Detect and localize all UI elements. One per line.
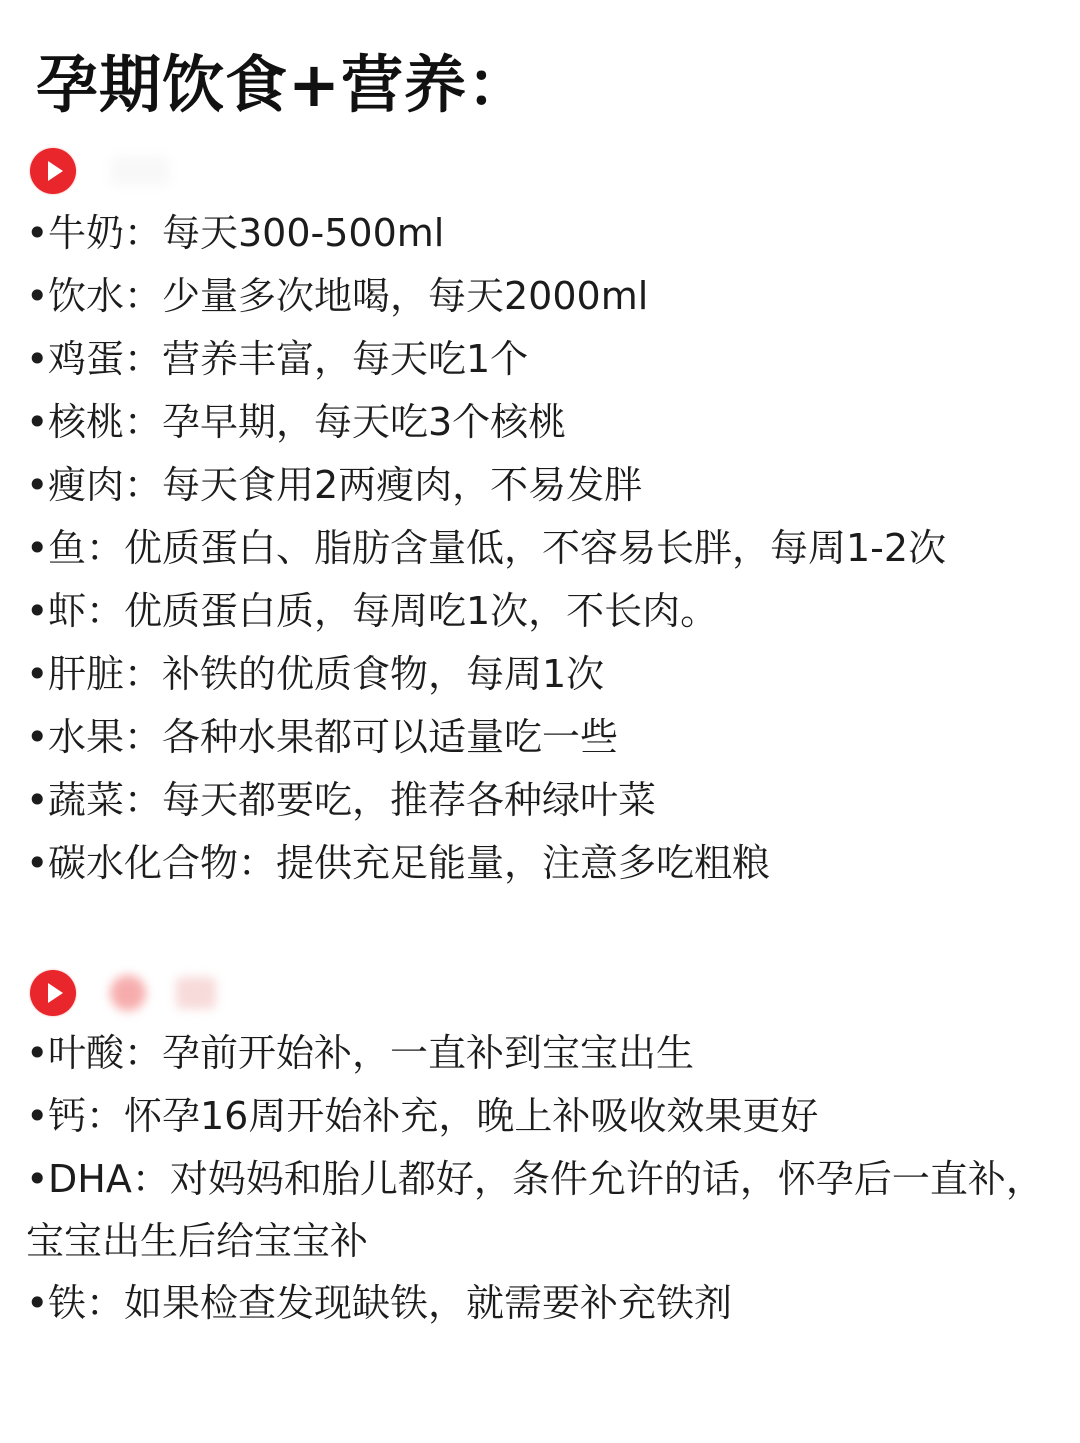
bullet: • [26, 589, 49, 633]
list-item-text: 钙：怀孕16周开始补充，晚上补吸收效果更好 [48, 1094, 819, 1138]
bullet: • [26, 778, 49, 822]
list-item-text: 核桃：孕早期，每天吃3个核桃 [48, 400, 567, 444]
list-item-text: 肝脏：补铁的优质食物，每周1次 [48, 652, 605, 696]
blurred-section-label [110, 151, 170, 191]
list-item-text: 瘦肉：每天食用2两瘦肉，不易发胖 [48, 463, 643, 507]
list-item [26, 328, 1056, 391]
list-item-text: 饮水：少量多次地喝，每天2000ml [48, 274, 649, 318]
list-item [26, 1085, 1056, 1148]
list-item-text: 虾：优质蛋白质，每周吃1次，不长肉。 [48, 589, 719, 633]
bullet: • [26, 652, 49, 696]
section-header-supplements [30, 968, 216, 1018]
list-item-text: 鸡蛋：营养丰富，每天吃1个 [48, 337, 529, 381]
bullet: • [26, 1031, 49, 1075]
list-item [26, 517, 1056, 580]
bullet: • [26, 337, 49, 381]
food-list [26, 202, 1056, 895]
list-item [26, 580, 1056, 643]
list-item [26, 454, 1056, 517]
blurred-section-label [110, 973, 216, 1013]
bullet: • [26, 1094, 49, 1138]
list-item-text: 叶酸：孕前开始补，一直补到宝宝出生 [48, 1031, 695, 1075]
bullet: • [26, 274, 49, 318]
bullet: • [26, 211, 49, 255]
list-item [26, 202, 1056, 265]
list-item-text: 蔬菜：每天都要吃，推荐各种绿叶菜 [48, 778, 657, 822]
list-item [26, 391, 1056, 454]
play-icon [30, 148, 76, 194]
list-item [26, 1148, 1056, 1272]
list-item-text: DHA：对妈妈和胎儿都好，条件允许的话，怀孕后一直补，宝宝出生后给宝宝补 [26, 1157, 1044, 1263]
bullet: • [26, 1281, 49, 1325]
bullet: • [26, 400, 49, 444]
list-item-text: 碳水化合物：提供充足能量，注意多吃粗粮 [48, 841, 771, 885]
section-header-food [30, 146, 170, 196]
play-icon [30, 970, 76, 1016]
list-item-text: 铁：如果检查发现缺铁，就需要补充铁剂 [48, 1281, 733, 1325]
bullet: • [26, 1157, 49, 1201]
list-item [26, 1022, 1056, 1085]
supplement-list [26, 1022, 1056, 1335]
list-item-text: 牛奶：每天300-500ml [48, 211, 445, 255]
bullet: • [26, 463, 49, 507]
list-item [26, 706, 1056, 769]
list-item [26, 1272, 1056, 1335]
list-item-text: 水果：各种水果都可以适量吃一些 [48, 715, 619, 759]
bullet: • [26, 841, 49, 885]
page-title: 孕期饮食+营养： [36, 48, 530, 121]
list-item-text: 鱼：优质蛋白、脂肪含量低，不容易长胖，每周1-2次 [48, 526, 947, 570]
bullet: • [26, 715, 49, 759]
list-item [26, 265, 1056, 328]
list-item [26, 643, 1056, 706]
bullet: • [26, 526, 49, 570]
list-item [26, 769, 1056, 832]
list-item [26, 832, 1056, 895]
